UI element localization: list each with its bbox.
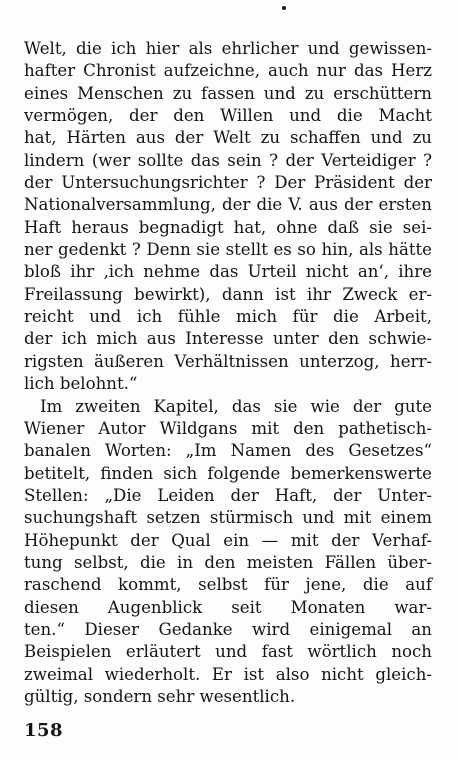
text-line: Wiener Autor Wildgans mit den pathetisch-: [24, 418, 432, 438]
text-line: banalen Worten: „Im Namen des Gesetzes“: [24, 441, 432, 461]
body-text: [24, 38, 432, 708]
text-line: Freilassung bewirkt), dann ist ihr Zweck er-: [24, 284, 432, 304]
text-line: Welt, die ich hier als ehrlicher und gewissen-: [24, 39, 432, 58]
text-line: vermögen, der den Willen und die Macht: [24, 106, 432, 126]
text-line: Beispielen erläutert und fast wörtlich noch: [24, 642, 432, 662]
text-line: raschend kommt, selbst für jene, die auf: [24, 575, 432, 595]
text-line: hafter Chronist aufzeichne, auch nur das Herz: [24, 61, 432, 81]
text-line: Höhepunkt der Qual ein — mit der Verhaf-: [24, 530, 432, 550]
text-line: Nationalversammlung, der die V. aus der ersten: [24, 195, 432, 215]
text-line: lich belohnt.“: [24, 374, 138, 394]
text-line: ten.“ Dieser Gedanke wird einigemal an: [24, 619, 432, 639]
text-line: diesen Augenblick seit Monaten war-: [24, 597, 432, 617]
text-line: Im zweiten Kapitel, das sie wie der gute: [40, 396, 432, 416]
text-line: bloß ihr ‚ich nehme das Urteil nicht an‘, ihre: [24, 262, 432, 282]
text-line: der ich mich aus Interesse unter den schwie-: [24, 329, 432, 349]
text-line: Stellen: „Die Leiden der Haft, der Unter-: [24, 485, 432, 505]
text-line: eines Menschen zu fassen und zu erschüttern: [24, 83, 432, 103]
text-line: hat, Härten aus der Welt zu schaffen und zu: [24, 128, 432, 148]
text-line: suchungshaft setzen stürmisch und mit einem: [24, 508, 432, 528]
text-line: lindern (wer sollte das sein ? der Verteidiger ?: [24, 150, 432, 170]
printer-dot: [282, 6, 286, 10]
text-line: rigsten äußeren Verhältnissen unterzog, herr-: [24, 351, 432, 371]
text-line: betitelt, finden sich folgende bemerkenswerte: [24, 463, 432, 483]
text-line: reicht und ich fühle mich für die Arbeit,: [24, 307, 432, 327]
page-number: 158: [24, 720, 64, 741]
text-line: zweimal wiederholt. Er ist also nicht gleich-: [24, 664, 432, 684]
text-line: tung selbst, die in den meisten Fällen über-: [24, 552, 432, 572]
text-line: der Untersuchungsrichter ? Der Präsident der: [24, 173, 432, 193]
text-line: ner gedenkt ? Denn sie stellt es so hin, als hätte: [24, 240, 432, 260]
text-line: gültig, sondern sehr wesentlich.: [24, 686, 296, 706]
text-line: Haft heraus begnadigt hat, ohne daß sie sei-: [24, 217, 432, 237]
